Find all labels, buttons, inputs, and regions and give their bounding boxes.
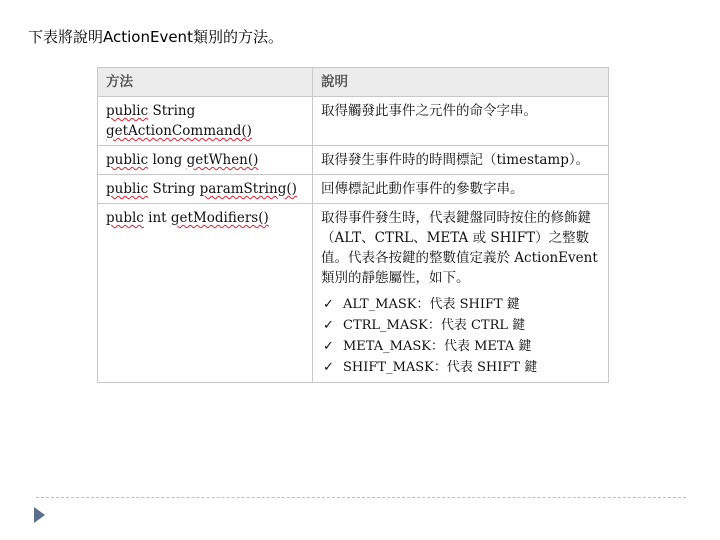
header-method: 方法 bbox=[98, 68, 313, 97]
table-row bbox=[98, 175, 609, 204]
checkmark-icon: ✓ bbox=[323, 360, 334, 375]
intro-text: 下表將說明ActionEvent類別的方法。 bbox=[28, 28, 283, 46]
list-item-text: CTRL_MASK：代表 CTRL 鍵 bbox=[343, 318, 526, 333]
list-item-text: SHIFT_MASK：代表 SHIFT 鍵 bbox=[343, 360, 538, 375]
table-row bbox=[98, 204, 609, 383]
method-signature bbox=[98, 97, 313, 146]
table-row bbox=[98, 146, 609, 175]
method-signature bbox=[98, 146, 313, 175]
checkmark-icon: ✓ bbox=[323, 297, 334, 312]
method-description: 取得觸發此事件之元件的命令字串。 bbox=[313, 97, 609, 146]
method-modifier: public bbox=[106, 152, 149, 168]
play-arrow-icon bbox=[34, 507, 45, 523]
method-signature bbox=[98, 175, 313, 204]
method-return-type: int bbox=[143, 210, 171, 226]
method-name: getWhen() bbox=[186, 152, 259, 168]
list-item bbox=[321, 315, 600, 336]
method-description: 回傳標記此動作事件的參數字串。 bbox=[313, 175, 609, 204]
checkmark-icon: ✓ bbox=[323, 339, 334, 354]
list-item bbox=[321, 294, 600, 315]
method-modifier: publc bbox=[106, 210, 144, 226]
modifier-mask-list bbox=[321, 294, 600, 378]
list-item-text: META_MASK：代表 META 鍵 bbox=[343, 339, 532, 354]
method-return-type: String bbox=[148, 181, 200, 197]
method-return-type: String bbox=[148, 103, 196, 119]
list-item bbox=[321, 336, 600, 357]
method-name: getActionCommand() bbox=[106, 123, 252, 139]
method-modifier: public bbox=[106, 181, 149, 197]
table-row bbox=[98, 97, 609, 146]
method-modifier: public bbox=[106, 103, 149, 119]
method-signature bbox=[98, 204, 313, 383]
slide-divider bbox=[36, 497, 686, 498]
table-header-row bbox=[98, 68, 609, 97]
method-description: 取得發生事件時的時間標記（timestamp）。 bbox=[313, 146, 609, 175]
list-item-text: ALT_MASK：代表 SHIFT 鍵 bbox=[343, 297, 520, 312]
method-return-type: long bbox=[148, 152, 187, 168]
method-name: paramString() bbox=[199, 181, 297, 197]
header-description: 說明 bbox=[313, 68, 609, 97]
list-item bbox=[321, 357, 600, 378]
method-description: 取得事件發生時，代表鍵盤同時按住的修飾鍵（ALT、CTRL、META 或 SHIFT）之整數值。代表各按鍵的整數值定義於 ActionEvent 類別的靜態屬性，如下。 bbox=[321, 210, 598, 286]
method-name: getModifiers() bbox=[170, 210, 269, 226]
method-table bbox=[97, 67, 609, 383]
method-description-cell bbox=[313, 204, 609, 383]
checkmark-icon: ✓ bbox=[323, 318, 334, 333]
